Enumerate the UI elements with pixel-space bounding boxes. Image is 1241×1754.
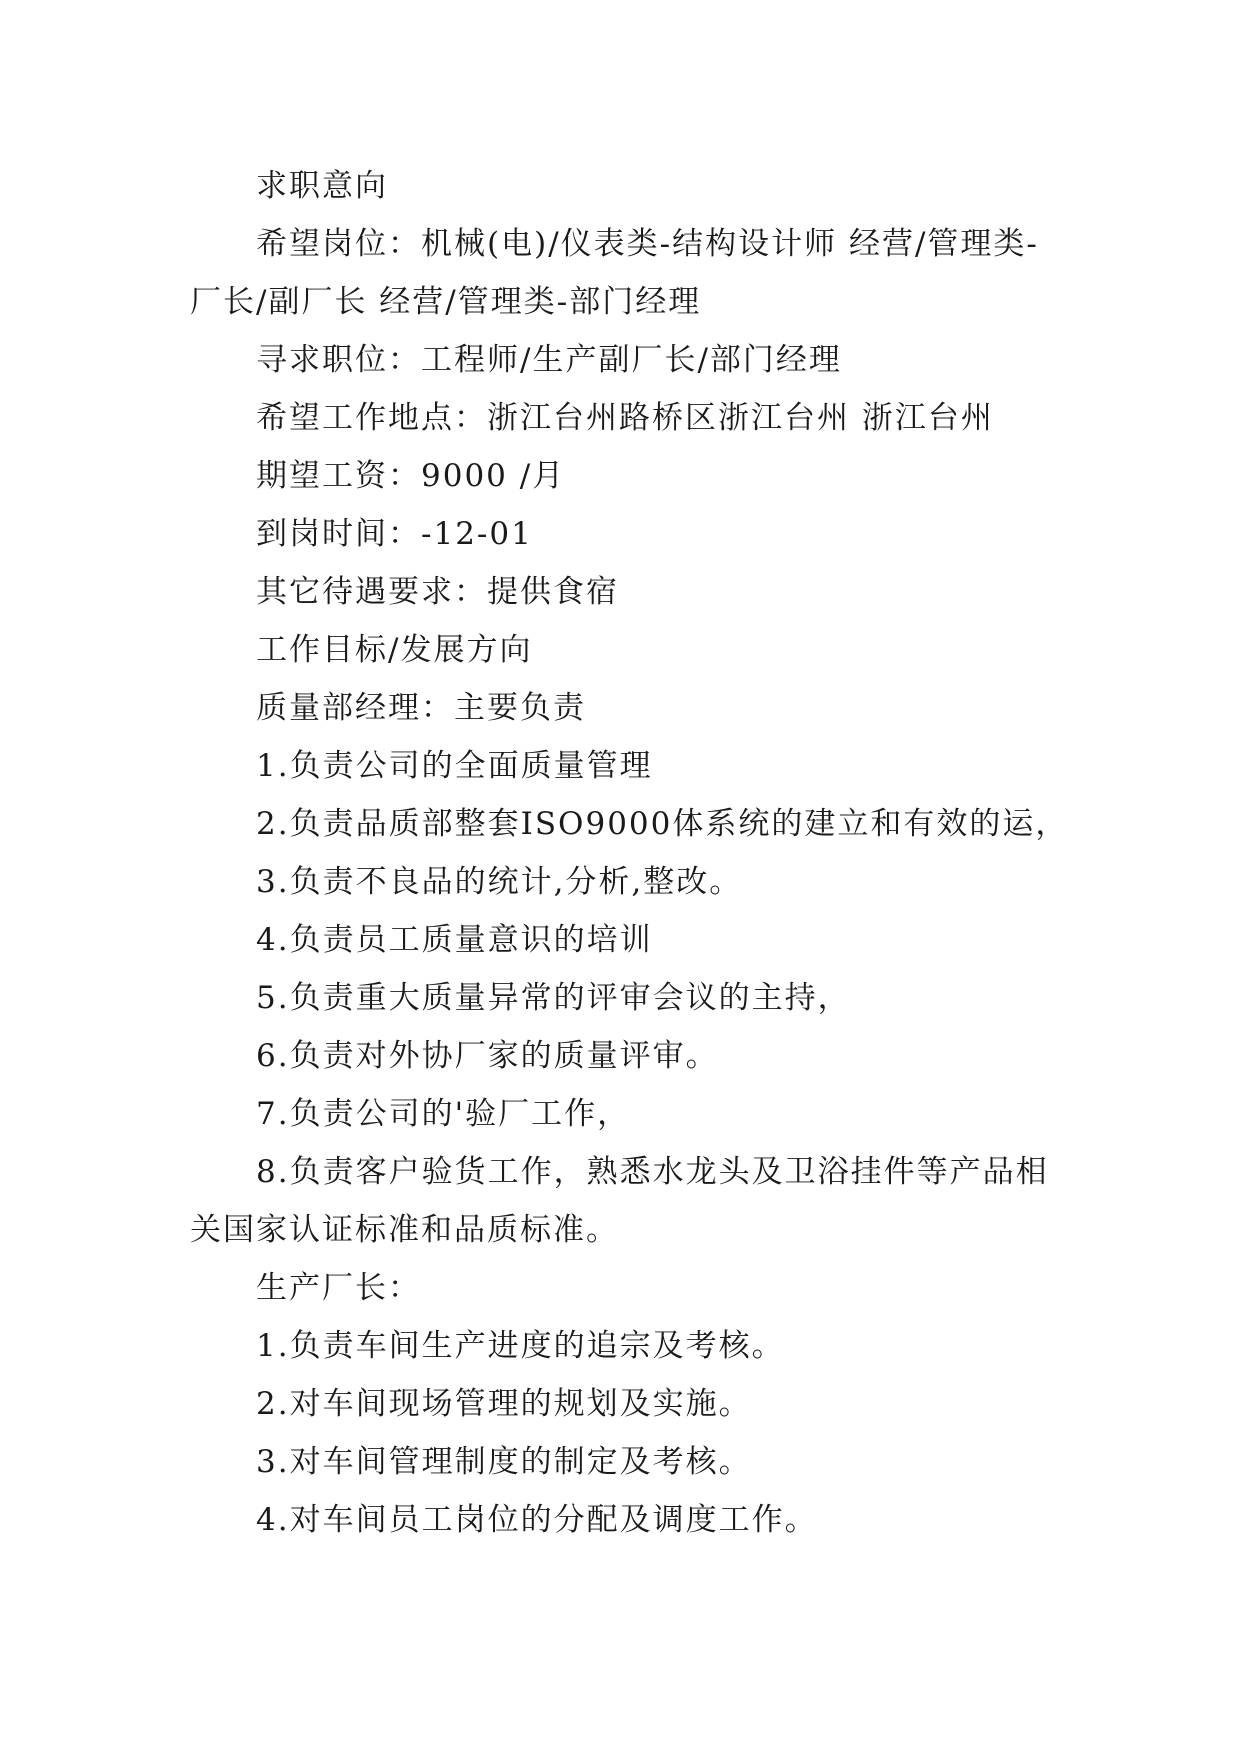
expected-salary: 期望工资：9000 /月 xyxy=(256,458,566,494)
list-item: 7.负责公司的'验厂工作， xyxy=(256,1096,631,1132)
document-body xyxy=(190,157,1070,1549)
sought-position: 寻求职位：工程师/生产副厂长/部门经理 xyxy=(256,342,842,378)
list-item: 4.负责员工质量意识的培训 xyxy=(256,922,653,958)
list-item: 3.对车间管理制度的制定及考核。 xyxy=(256,1444,752,1480)
list-item: 1.负责公司的全面质量管理 xyxy=(256,748,653,784)
list-item: 2.对车间现场管理的规划及实施。 xyxy=(256,1386,752,1422)
list-item: 4.对车间员工岗位的分配及调度工作。 xyxy=(256,1502,818,1538)
quality-manager-heading: 质量部经理：主要负责 xyxy=(256,690,586,726)
list-item: 3.负责不良品的统计,分析,整改。 xyxy=(256,864,743,900)
list-item: 5.负责重大质量异常的评审会议的主持， xyxy=(256,980,851,1016)
start-date: 到岗时间：-12-01 xyxy=(256,516,533,552)
desired-work-location: 希望工作地点：浙江台州路桥区浙江台州 浙江台州 xyxy=(256,400,994,436)
list-item: 8.负责客户验货工作，熟悉水龙头及卫浴挂件等产品相关国家认证标准和品质标准。 xyxy=(190,1154,1049,1248)
production-director-heading: 生产厂长： xyxy=(256,1270,421,1306)
other-benefits: 其它待遇要求：提供食宿 xyxy=(256,574,619,610)
section-heading-work-goals: 工作目标/发展方向 xyxy=(256,632,533,668)
list-item: 6.负责对外协厂家的质量评审。 xyxy=(256,1038,719,1074)
list-item: 2.负责品质部整套ISO9000体系统的建立和有效的运， xyxy=(256,806,1069,842)
section-heading-job-intention: 求职意向 xyxy=(256,168,388,204)
list-item: 1.负责车间生产进度的追宗及考核。 xyxy=(256,1328,785,1364)
desired-position: 希望岗位：机械(电)/仪表类-结构设计师 经营/管理类-厂长/副厂长 经营/管理类-部门经理 xyxy=(190,226,1039,320)
